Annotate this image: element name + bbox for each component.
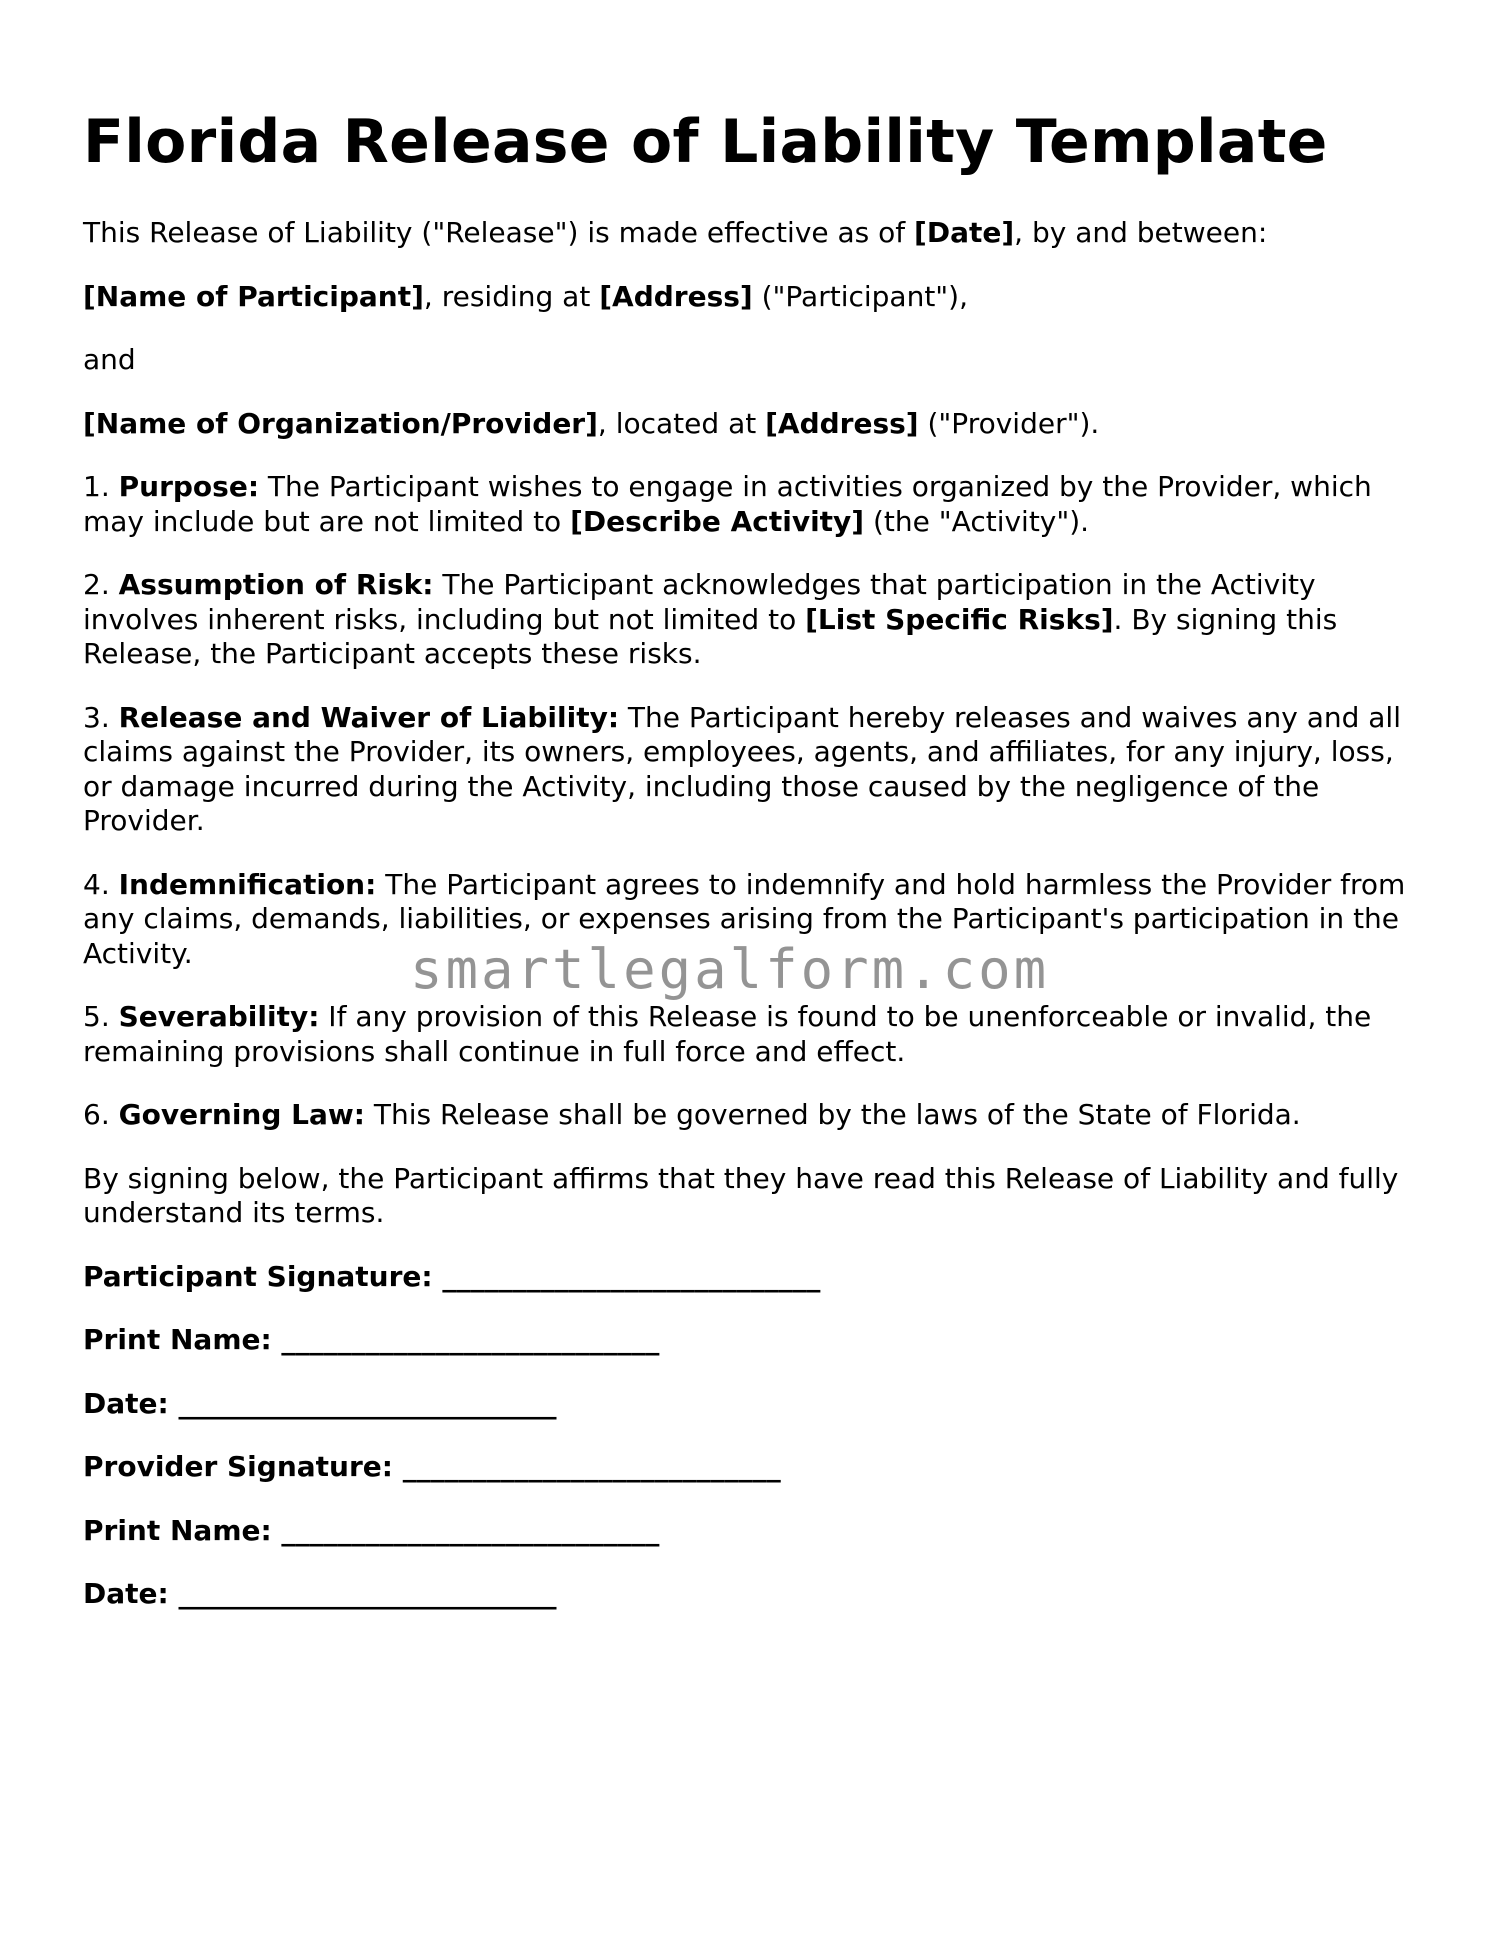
activity-placeholder: [Describe Activity]: [570, 504, 865, 538]
section-release-waiver: [83, 701, 1423, 839]
provider-name-placeholder: [Name of Organization/Provider]: [83, 406, 598, 440]
provider-line-text: , located at: [597, 406, 766, 440]
page-title: Florida Release of Liability Template: [83, 107, 1328, 177]
intro-text-end: , by and between:: [1014, 216, 1268, 249]
section-heading: Indemnification:: [118, 867, 377, 901]
section-governing-law: [83, 1098, 1423, 1133]
document-page: [83, 104, 1423, 1641]
provider-line: [83, 407, 1423, 442]
section-text: The Participant wishes to engage in activities organized by the Provider, which may include but are not limited to: [83, 470, 1372, 538]
intro-text: This Release of Liability ("Release") is made effective as of: [83, 216, 915, 249]
section-text: The Participant agrees to indemnify and hold harmless the Provider from any claims, demands, liabilities, or expenses arising from the Participant's participation in the Activity.: [83, 867, 1406, 970]
participant-line-end: ("Participant"),: [752, 279, 969, 313]
intro-paragraph: [83, 216, 1423, 251]
section-heading: Release and Waiver of Liability:: [118, 700, 620, 734]
section-heading: Governing Law:: [118, 1098, 365, 1131]
participant-address-placeholder: [Address]: [599, 279, 753, 313]
provider-date-line[interactable]: Date: ___________________________: [83, 1577, 557, 1610]
section-heading: Purpose:: [118, 470, 260, 503]
watermark: smartlegalform.com: [410, 938, 1050, 1001]
section-text: The Participant hereby releases and waives any and all claims against the Provider, its owners, employees, agents, and affiliates, for any injury, loss, or damage incurred during the Activity, including those caused by the negligence of the Provider.: [83, 700, 1401, 837]
section-number: 2.: [83, 568, 119, 601]
and-text: and: [83, 343, 136, 376]
date-placeholder: [Date]: [914, 216, 1015, 249]
section-purpose: [83, 470, 1423, 539]
provider-address-placeholder: [Address]: [765, 406, 919, 440]
closing-paragraph: By signing below, the Participant affirms that they have read this Release of Liability and fully understand its terms.: [83, 1161, 1399, 1229]
provider-print-name-line[interactable]: Print Name: ___________________________: [83, 1513, 660, 1547]
section-severability: [83, 1000, 1423, 1069]
section-number: 4.: [83, 867, 119, 901]
provider-signature-line[interactable]: Provider Signature: ___________________________: [83, 1450, 781, 1483]
section-text: If any provision of this Release is found to be unenforceable or invalid, the remaining provisions shall continue in full force and effect.: [83, 1000, 1372, 1068]
participant-name-placeholder: [Name of Participant]: [83, 279, 424, 313]
provider-line-end: ("Provider").: [918, 406, 1100, 440]
participant-line-text: , residing at: [423, 279, 600, 313]
section-number: 1.: [83, 470, 119, 503]
risks-placeholder: [List Specific Risks]: [805, 602, 1114, 636]
participant-date-line[interactable]: Date: ___________________________: [83, 1386, 557, 1420]
participant-line: [83, 280, 1423, 315]
participant-signature-line[interactable]: Participant Signature: ___________________________: [83, 1259, 821, 1293]
section-text-end: . By signing this Release, the Participant accepts these risks.: [83, 602, 1338, 670]
section-number: 5.: [83, 1000, 119, 1033]
section-assumption-of-risk: [83, 568, 1423, 672]
section-number: 3.: [83, 700, 119, 734]
section-text-end: (the "Activity").: [864, 504, 1090, 538]
section-heading: Assumption of Risk:: [118, 568, 434, 601]
section-number: 6.: [83, 1098, 119, 1131]
section-text: This Release shall be governed by the laws of the State of Florida.: [364, 1098, 1301, 1131]
section-heading: Severability:: [118, 1000, 320, 1033]
participant-print-name-line[interactable]: Print Name: ___________________________: [83, 1323, 660, 1356]
section-text: The Participant acknowledges that participation in the Activity involves inherent risks, including but not limited to: [83, 568, 1316, 636]
